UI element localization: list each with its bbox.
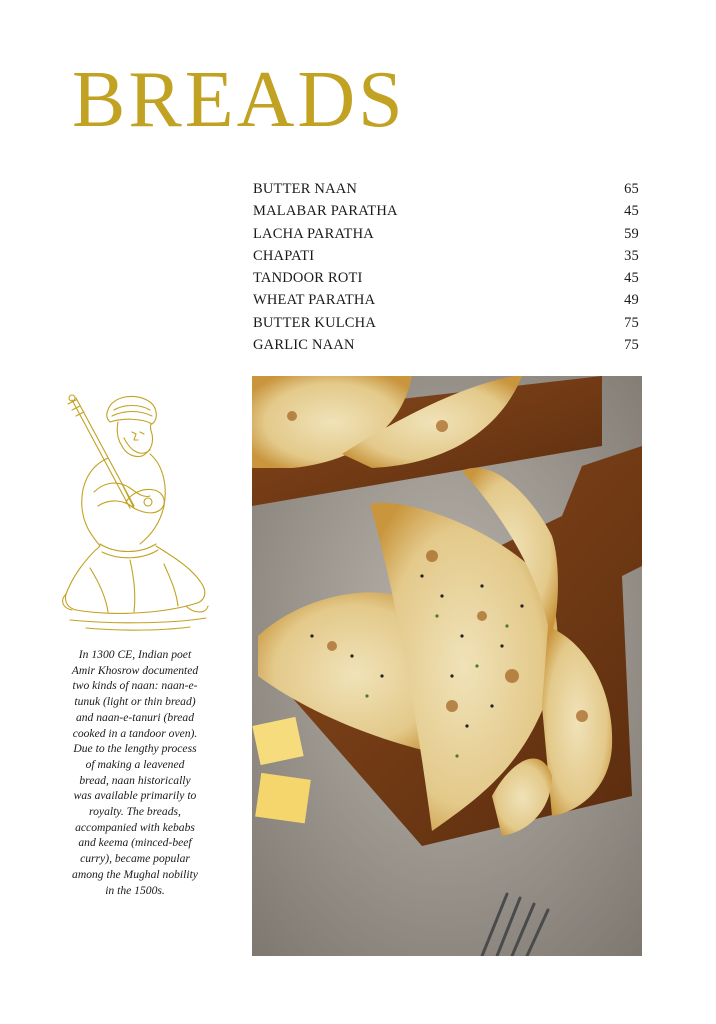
seated-musician-illustration: [60, 388, 210, 633]
menu-item: [253, 200, 639, 222]
menu-item-name: TANDOOR ROTI: [253, 270, 363, 287]
menu-item-price: 59: [624, 225, 639, 242]
menu-item: [253, 178, 639, 200]
naan-on-wooden-board-photo: [252, 376, 642, 956]
menu-item-name: MALABAR PARATHA: [253, 203, 398, 220]
menu-item: [253, 267, 639, 289]
menu-item-name: CHAPATI: [253, 247, 315, 264]
menu-item-name: LACHA PARATHA: [253, 225, 374, 242]
menu-item-price: 75: [624, 337, 639, 354]
menu-item-price: 35: [624, 247, 639, 264]
menu-item: [253, 312, 639, 334]
menu-item-price: 49: [624, 292, 639, 309]
menu-item-name: BUTTER KULCHA: [253, 314, 377, 331]
menu-item-name: BUTTER NAAN: [253, 181, 358, 197]
bread-menu-list: [253, 178, 639, 356]
history-note: In 1300 CE, Indian poet Amir Khosrow documented two kinds of naan: naan-e-tunuk (light or thin bread) and naan-e-tanuri (bread cooked in a tandoor oven). Due to the lengthy process of making a leavened bread, naan historically was available primarily to royalty. The breads, accompanied with kebabs and keema (minced-beef curry), became popular among the Mughal nobility in the 1500s.: [71, 648, 199, 897]
menu-item-name: GARLIC NAAN: [253, 337, 355, 354]
menu-item-price: 45: [624, 203, 639, 220]
menu-item-price: 65: [624, 181, 639, 197]
menu-item-price: 45: [624, 270, 639, 287]
menu-item: [253, 334, 639, 356]
menu-item: [253, 289, 639, 311]
menu-item-name: WHEAT PARATHA: [253, 292, 376, 309]
page-title: BREADS: [72, 56, 406, 144]
menu-item: [253, 245, 639, 267]
menu-item: [253, 223, 639, 245]
menu-item-price: 75: [624, 314, 639, 331]
